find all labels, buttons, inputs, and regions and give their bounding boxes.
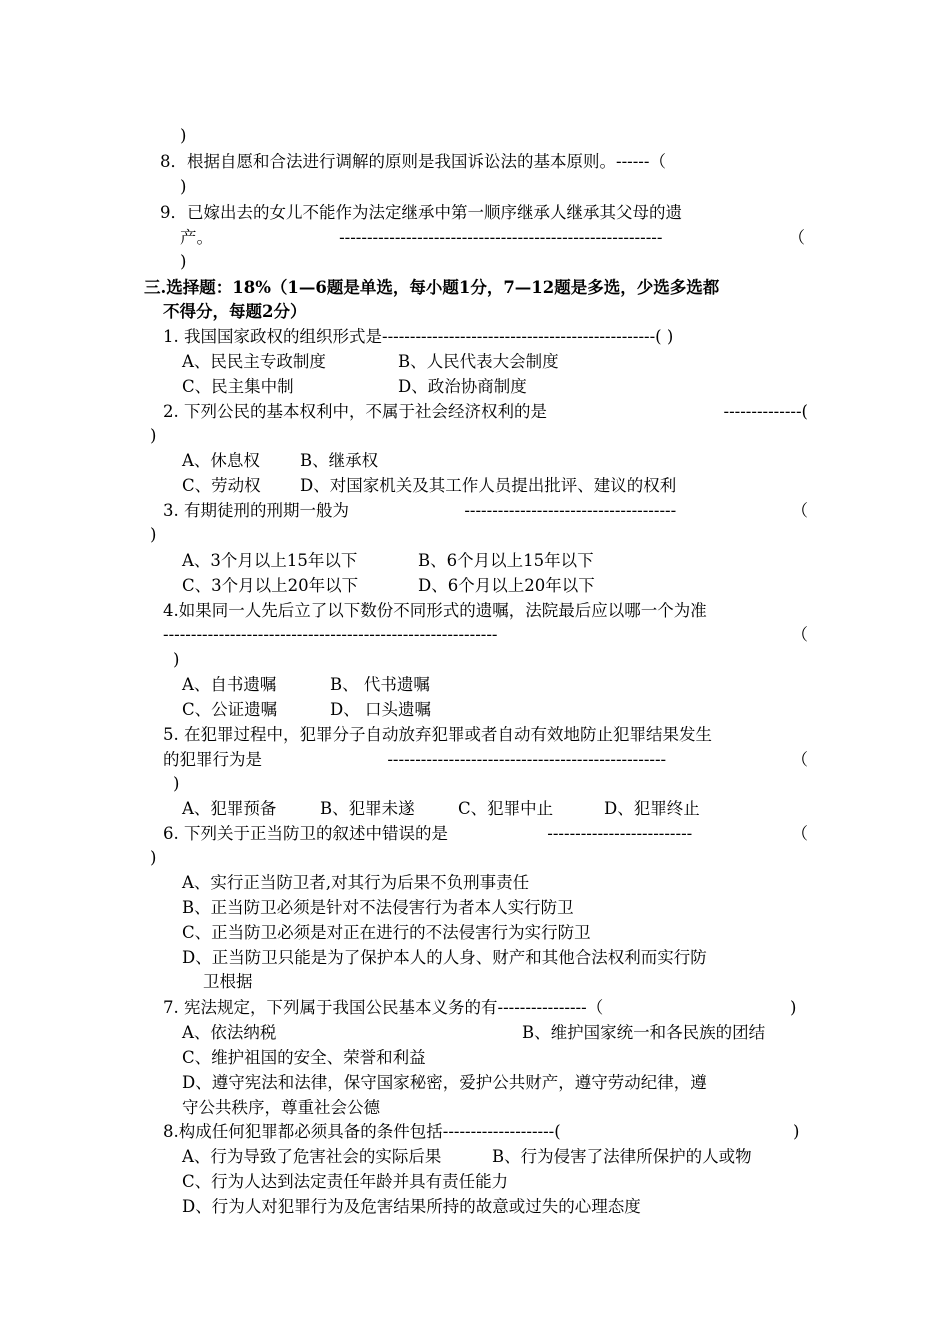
option-b: B、行为侵害了法律所保护的人或物 — [492, 1147, 752, 1166]
option-c: C、劳动权 — [182, 476, 261, 495]
question-4-stem: 4.如果同一人先后立了以下数份不同形式的遗嘱，法院最后应以哪一个为准 — [163, 601, 707, 620]
paren: （ — [791, 501, 808, 520]
option-c: C、犯罪中止 — [458, 799, 554, 818]
option-b: B、维护国家统一和各民族的团结 — [522, 1023, 766, 1042]
paren: （ — [791, 824, 808, 843]
option-d: D、6个月以上20年以下 — [418, 576, 595, 595]
paren-close: ) — [790, 998, 797, 1017]
option-d-continued: 守公共秩序，尊重社会公德 — [182, 1098, 380, 1117]
text: 产。 — [180, 228, 213, 247]
option-d-continued: 卫根据 — [203, 972, 253, 991]
option-a: A、犯罪预备 — [182, 799, 277, 818]
tf-question-9: 9．已嫁出去的女儿不能作为法定继承中第一顺序继承人继承其父母的遗 — [160, 203, 682, 222]
option-b: B、正当防卫必须是针对不法侵害行为者本人实行防卫 — [182, 898, 574, 917]
paren-line: ) — [150, 525, 157, 544]
question-5-stem: 5. 在犯罪过程中，犯罪分子自动放弃犯罪或者自动有效地防止犯罪结果发生 — [163, 725, 712, 744]
option-c: C、民主集中制 — [182, 377, 294, 396]
option-a: A、依法纳税 — [182, 1023, 277, 1042]
text: 2. 下列公民的基本权利中，不属于社会经济权利的是 — [163, 402, 547, 421]
text: 6. 下列关于正当防卫的叙述中错误的是 — [163, 824, 448, 843]
question-6-stem — [163, 822, 808, 846]
section-heading-line2: 不得分，每题2分） — [163, 302, 307, 321]
question-1-stem: 1. 我国国家政权的组织形式是-------------------------------------------------( ) — [163, 327, 674, 346]
paren-close: ) — [793, 1122, 800, 1141]
option-d: D、遵守宪法和法律，保守国家秘密，爱护公共财产，遵守劳动纪律，遵 — [182, 1073, 707, 1092]
question-2-stem — [163, 400, 808, 424]
paren-line: ) — [180, 252, 187, 271]
option-d: D、正当防卫只能是为了保护本人的人身、财产和其他合法权利而实行防 — [182, 948, 707, 967]
option-a: A、自书遗嘱 — [182, 675, 277, 694]
option-b: B、人民代表大会制度 — [398, 352, 559, 371]
option-c: C、行为人达到法定责任年龄并具有责任能力 — [182, 1172, 509, 1191]
paren: （ — [791, 625, 808, 644]
option-c: C、维护祖国的安全、荣誉和利益 — [182, 1048, 426, 1067]
dash-leader: ---------------------------------------------------------- — [339, 228, 663, 247]
option-d: D、行为人对犯罪行为及危害结果所持的故意或过失的心理态度 — [182, 1197, 641, 1216]
dash-leader: -------------------------- — [547, 824, 693, 843]
option-b: B、6个月以上15年以下 — [418, 551, 594, 570]
dash-leader: ------------------------------------------------------------ — [163, 625, 498, 644]
option-a: A、民民主专政制度 — [182, 352, 326, 371]
option-d: D、犯罪终止 — [604, 799, 700, 818]
option-d: D、政治协商制度 — [398, 377, 527, 396]
question-3-stem — [163, 499, 808, 523]
paren-line: ) — [173, 774, 180, 793]
tf-question-8: 8．根据自愿和合法进行调解的原则是我国诉讼法的基本原则。------（ — [160, 152, 666, 171]
paren: （ — [788, 228, 805, 247]
question-5-line2 — [163, 748, 808, 772]
text: 的犯罪行为是 — [163, 750, 262, 769]
paren-line: ) — [173, 650, 180, 669]
dash-leader: -------------------------------------------------- — [387, 750, 667, 769]
tf-question-9-line2 — [180, 226, 805, 250]
option-c: C、正当防卫必须是对正在进行的不法侵害行为实行防卫 — [182, 923, 591, 942]
option-a: A、行为导致了危害社会的实际后果 — [182, 1147, 442, 1166]
question-8-stem: 8.构成任何犯罪都必须具备的条件包括--------------------( — [163, 1122, 561, 1141]
text: 3. 有期徒刑的刑期一般为 — [163, 501, 349, 520]
paren-line: ) — [180, 177, 187, 196]
dash-leader: -------------------------------------- — [464, 501, 677, 520]
option-a: A、3个月以上15年以下 — [182, 551, 358, 570]
paren-line: ) — [150, 848, 157, 867]
option-b: B、继承权 — [300, 451, 379, 470]
paren-line: ) — [180, 126, 187, 145]
paren: （ — [791, 750, 808, 769]
option-c: C、3个月以上20年以下 — [182, 576, 359, 595]
option-c: C、公证遗嘱 — [182, 700, 278, 719]
option-b: B、犯罪未遂 — [320, 799, 415, 818]
option-a: A、休息权 — [182, 451, 260, 470]
question-4-line2 — [163, 623, 808, 647]
question-7-stem: 7. 宪法规定，下列属于我国公民基本义务的有----------------（ — [163, 998, 604, 1017]
section-heading: 三.选择题：18%（1—6题是单选，每小题1分，7—12题是多选，少选多选都 — [144, 278, 720, 297]
option-a: A、实行正当防卫者,对其行为后果不负刑事责任 — [182, 873, 530, 892]
paren-line: ) — [150, 426, 157, 445]
dash-leader: --------------( — [723, 402, 808, 421]
option-b: B、 代书遗嘱 — [330, 675, 430, 694]
option-d: D、对国家机关及其工作人员提出批评、建议的权利 — [300, 476, 677, 495]
option-d: D、 口头遗嘱 — [330, 700, 431, 719]
